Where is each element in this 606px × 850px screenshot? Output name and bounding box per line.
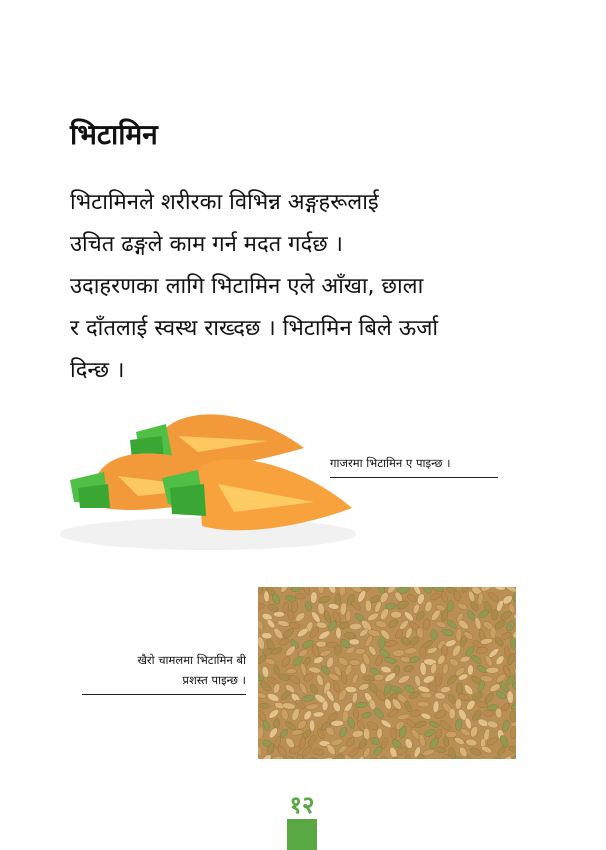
paragraph-line: उदाहरणका लागि भिटामिन एले आँखा, छाला — [70, 274, 424, 299]
rice-grain — [456, 682, 463, 694]
page-tab-marker — [287, 819, 317, 850]
carrots-illustration — [58, 396, 358, 556]
body-paragraph — [70, 182, 540, 392]
rice-caption-line: प्रशस्त पाइन्छ । — [182, 673, 246, 687]
paragraph-line: र दाँतलाई स्वस्थ राख्दछ । भिटामिन बिले ऊर्जा — [70, 316, 439, 341]
rice-grain — [510, 711, 516, 722]
rice-grain — [309, 720, 314, 731]
paragraph-line: उचित ढङ्गले काम गर्न मदत गर्दछ । — [70, 232, 344, 257]
rice-grain — [495, 708, 502, 718]
page-number: १२ — [289, 791, 315, 819]
paragraph-line: भिटामिनले शरीरका विभिन्न अङ्गहरूलाई — [70, 190, 379, 215]
page-title: भिटामिन — [70, 118, 158, 151]
rice-grain — [273, 612, 284, 618]
carrot-caption: गाजरमा भिटामिन ए पाइन्छ । — [330, 455, 498, 478]
rice-grain — [449, 708, 455, 719]
rice-grain — [258, 703, 269, 709]
rice-grain — [510, 727, 516, 739]
paragraph-line: दिन्छ । — [70, 358, 125, 383]
brown-rice-image — [258, 587, 516, 759]
rice-caption-line: खैरो चामलमा भिटामिन बी — [137, 653, 246, 667]
rice-caption — [82, 650, 246, 695]
rice-grain — [441, 645, 447, 657]
rice-grain — [483, 710, 494, 716]
